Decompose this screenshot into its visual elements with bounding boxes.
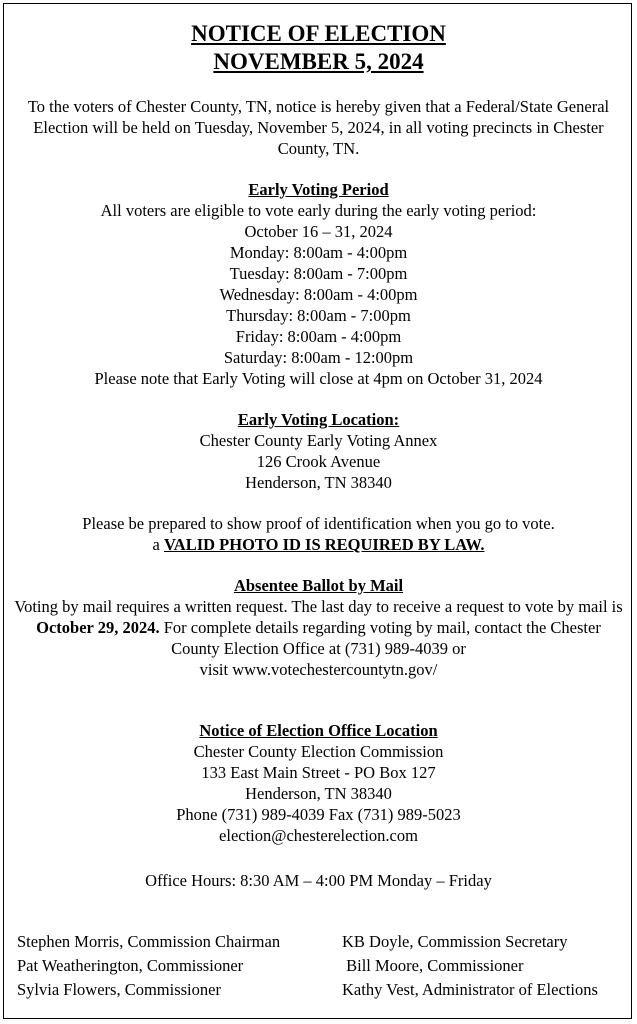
signatory: Kathy Vest, Administrator of Elections [342, 980, 598, 999]
schedule-wednesday: Wednesday: 8:00am - 4:00pm [219, 285, 418, 304]
absentee-text-1: Voting by mail requires a written request. The last day to receive a request to vote by mail is [14, 597, 623, 616]
office-line: Chester County Election Commission [193, 742, 444, 761]
signatory: KB Doyle, Commission Secretary [342, 932, 568, 951]
absentee-header: Absentee Ballot by Mail [233, 576, 404, 595]
signatory: Stephen Morris, Commission Chairman [17, 932, 281, 951]
location-line: Henderson, TN 38340 [245, 473, 392, 492]
early-voting-header: Early Voting Period [248, 180, 389, 199]
signatories [17, 930, 622, 1002]
office-phone-fax: Phone (731) 989-4039 Fax (731) 989-5023 [176, 805, 461, 824]
schedule-saturday: Saturday: 8:00am - 12:00pm [223, 348, 414, 367]
title-line-2: NOVEMBER 5, 2024 [213, 49, 424, 74]
id-notice-line: Please be prepared to show proof of identification when you go to vote. [82, 514, 555, 533]
id-prefix: a [152, 535, 164, 554]
schedule-friday: Friday: 8:00am - 4:00pm [235, 327, 402, 346]
location-line: Chester County Early Voting Annex [199, 431, 438, 450]
office-line: Henderson, TN 38340 [245, 784, 392, 803]
office-location-section [0, 720, 637, 891]
office-line: 133 East Main Street - PO Box 127 [201, 763, 436, 782]
absentee-text [0, 596, 637, 659]
photo-id-required: VALID PHOTO ID IS REQUIRED BY LAW. [163, 535, 485, 554]
office-header: Notice of Election Office Location [199, 721, 438, 740]
office-email: election@chesterelection.com [219, 826, 418, 845]
title-line-1: NOTICE OF ELECTION [191, 21, 446, 46]
eligibility-text: All voters are eligible to vote early during the early voting period: [100, 201, 537, 220]
intro-paragraph: To the voters of Chester County, TN, notice is hereby given that a Federal/State General Election will be held on Tuesday, November 5, 2024, in all voting precincts in Chester County, TN. [27, 97, 610, 158]
signatories-left [17, 930, 280, 1002]
signatories-right [342, 930, 622, 1002]
early-voting-dates: October 16 – 31, 2024 [244, 222, 393, 241]
schedule-thursday: Thursday: 8:00am - 7:00pm [226, 306, 411, 325]
early-voting-location-section [0, 409, 637, 493]
id-required-line [0, 534, 637, 555]
id-notice-section [0, 513, 637, 555]
absentee-deadline: October 29, 2024. [36, 618, 160, 637]
signatory: Sylvia Flowers, Commissioner [17, 980, 221, 999]
office-hours: Office Hours: 8:30 AM – 4:00 PM Monday – Friday [145, 871, 492, 890]
absentee-text-2: For complete details regarding voting by mail, contact the Chester County Election Office at (731) 989-4039 or [159, 618, 601, 658]
absentee-section [0, 575, 637, 680]
schedule-tuesday: Tuesday: 8:00am - 7:00pm [229, 264, 408, 283]
schedule-monday: Monday: 8:00am - 4:00pm [229, 243, 408, 262]
early-voting-section [0, 179, 637, 389]
early-voting-close-note: Please note that Early Voting will close at 4pm on October 31, 2024 [94, 369, 543, 388]
absentee-visit-link: visit www.votechestercountytn.gov/ [199, 660, 438, 679]
signatory: Bill Moore, Commissioner [342, 956, 524, 975]
location-header: Early Voting Location: [237, 410, 400, 429]
location-line: 126 Crook Avenue [256, 452, 381, 471]
signatory: Pat Weatherington, Commissioner [17, 956, 244, 975]
